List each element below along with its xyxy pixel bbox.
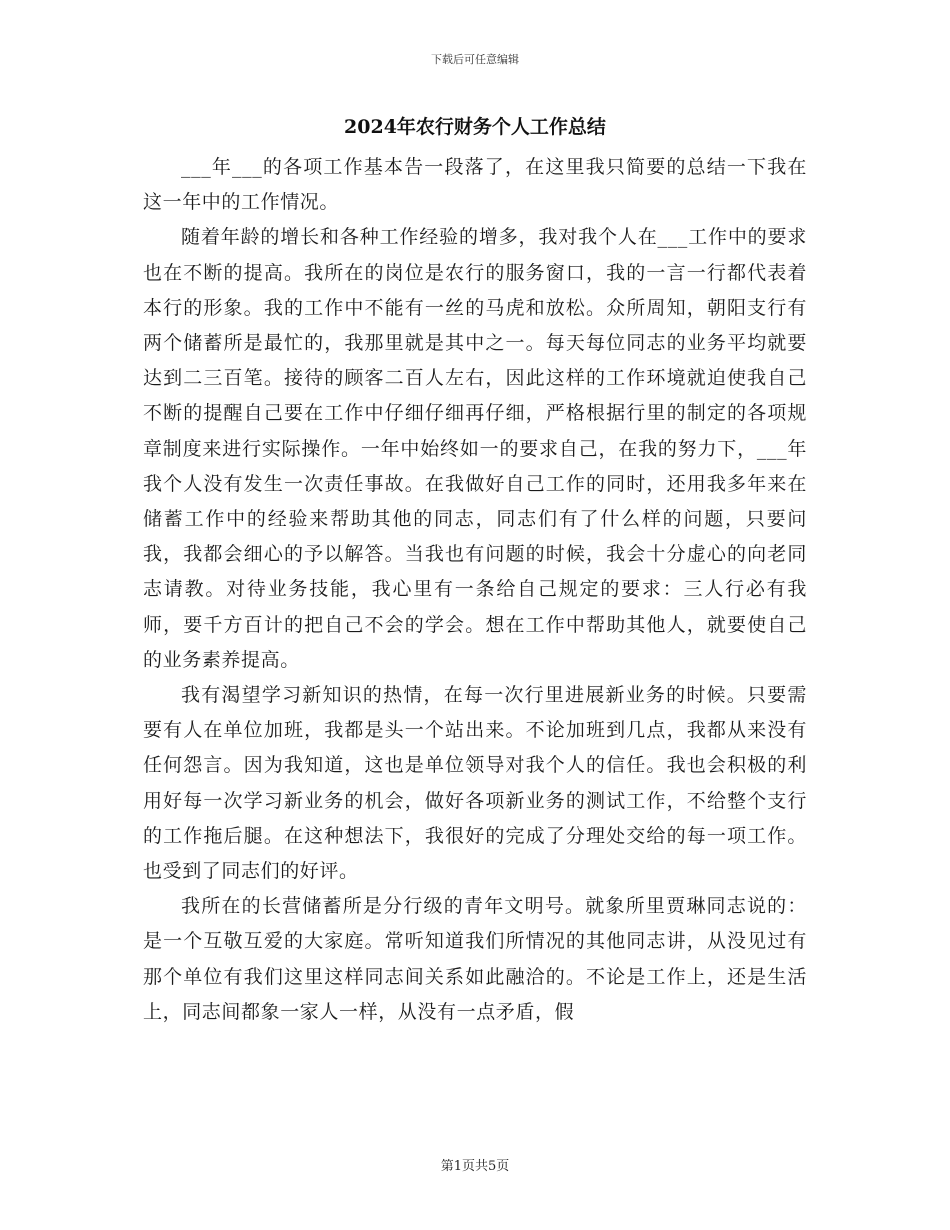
page-number: 第1页共5页 xyxy=(440,1159,510,1174)
header-note: 下载后可任意编辑 xyxy=(431,53,519,66)
paragraph-2: 随着年龄的增长和各种工作经验的增多，我对我个人在___工作中的要求也在不断的提高。我所在的岗位是农行的服务窗口，我的一言一行都代表着本行的形象。我的工作中不能有一丝的马虎和放松。众所周知，朝阳支行有两个储蓄所是最忙的，我那里就是其中之一。每天每位同志的业务平均就要达到二三百笔。接待的顾客二百人左右，因此这样的工作环境就迫使我自己不断的提醒自己要在工作中仔细仔细再仔细，严格根据行里的制定的各项规章制度来进行实际操作。一年中始终如一的要求自己，在我的努力下，___年我个人没有发生一次责任事故。在我做好自己工作的同时，还用我多年来在储蓄工作中的经验来帮助其他的同志，同志们有了什么样的问题，只要问我，我都会细心的予以解答。当我也有问题的时候，我会十分虚心的向老同志请教。对待业务技能，我心里有一条给自己规定的要求：三人行必有我师，要千方百计的把自己不会的学会。想在工作中帮助其他人，就要使自己的业务素养提高。 xyxy=(143,226,807,671)
paragraph-4: 我所在的长营储蓄所是分行级的青年文明号。就象所里贾琳同志说的：是一个互敬互爱的大家庭。常听知道我们所情况的其他同志讲，从没见过有那个单位有我们这里这样同志间关系如此融洽的。不论是工作上，还是生活上，同志间都象一家人一样，从没有一点矛盾，假 xyxy=(143,895,807,1023)
paragraph-3: 我有渴望学习新知识的热情，在每一次行里进展新业务的时候。只要需要有人在单位加班，我都是头一个站出来。不论加班到几点，我都从来没有任何怨言。因为我知道，这也是单位领导对我个人的信任。我也会积极的利用好每一次学习新业务的机会，做好各项新业务的测试工作，不给整个支行的工作拖后腿。在这种想法下，我很好的完成了分理处交给的每一项工作。也受到了同志们的好评。 xyxy=(143,684,807,883)
paragraph-1: ___年___的各项工作基本告一段落了，在这里我只简要的总结一下我在这一年中的工作情况。 xyxy=(143,156,807,214)
document-body xyxy=(143,150,807,1030)
document-title: 2024年农行财务个人工作总结 xyxy=(344,116,606,138)
